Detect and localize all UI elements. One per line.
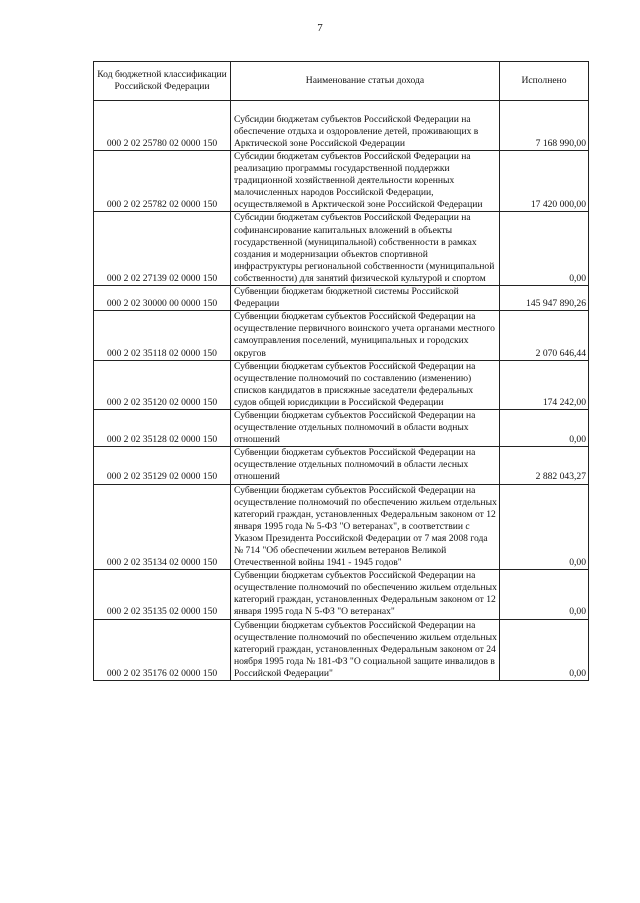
row-name: Субвенции бюджетам субъектов Российской Федерации на осуществление полномочий по обеспечению жильем отдельных категорий граждан, установленных Федеральным законом от 24 ноября 1995 года № 181-ФЗ "О социальной защите инвалидов в Российской Федерации" [231, 619, 500, 680]
header-code: Код бюджетной классификации Российской Федерации [94, 62, 231, 101]
row-name: Субвенции бюджетам субъектов Российской Федерации на осуществление полномочий по обеспечению жильем отдельных категорий граждан, установленных Федеральным законом от 12 января 1995 года N 5-ФЗ "О ветеранах" [231, 570, 500, 619]
table-row [94, 570, 589, 619]
table-row [94, 447, 589, 484]
row-amount: 0,00 [500, 409, 589, 446]
row-name: Субвенции бюджетам субъектов Российской Федерации на осуществление первичного воинского учета органами местного самоуправления поселений, муниципальных и городских округов [231, 311, 500, 360]
row-code: 000 2 02 35128 02 0000 150 [94, 409, 231, 446]
table-row [94, 311, 589, 360]
row-name: Субвенции бюджетам субъектов Российской Федерации на осуществление отдельных полномочий в области лесных отношений [231, 447, 500, 484]
row-amount: 7 168 990,00 [500, 101, 589, 151]
table-row [94, 484, 589, 570]
row-code: 000 2 02 35135 02 0000 150 [94, 570, 231, 619]
row-name: Субвенции бюджетам субъектов Российской Федерации на осуществление отдельных полномочий в области водных отношений [231, 409, 500, 446]
header-name: Наименование статьи дохода [231, 62, 500, 101]
row-amount: 2 070 646,44 [500, 311, 589, 360]
row-name: Субсидии бюджетам субъектов Российской Федерации на обеспечение отдыха и оздоровление детей, проживающих в Арктической зоне Российской Федерации [231, 101, 500, 151]
row-code: 000 2 02 35134 02 0000 150 [94, 484, 231, 570]
row-code: 000 2 02 25782 02 0000 150 [94, 151, 231, 212]
table-header-row [94, 62, 589, 101]
row-code: 000 2 02 30000 00 0000 150 [94, 286, 231, 311]
row-code: 000 2 02 25780 02 0000 150 [94, 101, 231, 151]
row-amount: 174 242,00 [500, 360, 589, 409]
table-row [94, 360, 589, 409]
row-amount: 145 947 890,26 [500, 286, 589, 311]
row-code: 000 2 02 35118 02 0000 150 [94, 311, 231, 360]
table-row [94, 286, 589, 311]
row-amount: 0,00 [500, 619, 589, 680]
row-code: 000 2 02 35176 02 0000 150 [94, 619, 231, 680]
revenue-table [93, 61, 589, 681]
table-row [94, 101, 589, 151]
row-code: 000 2 02 27139 02 0000 150 [94, 212, 231, 286]
row-name: Субсидии бюджетам субъектов Российской Федерации на реализацию программы государственной поддержки традиционной хозяйственной деятельности коренных малочисленных народов Российской Федерации, осуществляемой в Арктической зоне Российской Федерации [231, 151, 500, 212]
page-number: 7 [317, 22, 323, 34]
row-name: Субвенции бюджетам субъектов Российской Федерации на осуществление полномочий по составлению (изменению) списков кандидатов в присяжные заседатели федеральных судов общей юрисдикции в Российской Федерации [231, 360, 500, 409]
row-code: 000 2 02 35129 02 0000 150 [94, 447, 231, 484]
table-row [94, 212, 589, 286]
row-amount: 2 882 043,27 [500, 447, 589, 484]
table-row [94, 409, 589, 446]
row-name: Субсидии бюджетам субъектов Российской Федерации на софинансирование капитальных вложений в объекты государственной (муниципальной) собственности в рамках создания и модернизации объектов спортивной инфраструктуры региональной собственности (муниципальной собственности) для занятий физической культурой и спортом [231, 212, 500, 286]
row-amount: 0,00 [500, 570, 589, 619]
row-amount: 0,00 [500, 212, 589, 286]
header-amount: Исполнено [500, 62, 589, 101]
row-amount: 0,00 [500, 484, 589, 570]
table-row [94, 619, 589, 680]
row-amount: 17 420 000,00 [500, 151, 589, 212]
row-name: Субвенции бюджетам субъектов Российской Федерации на осуществление полномочий по обеспечению жильем отдельных категорий граждан, установленных Федеральным законом от 12 января 1995 года № 5-ФЗ "О ветеранах", в соответствии с Указом Президента Российской Федерации от 7 мая 2008 года № 714 "Об обеспечении жильем ветеранов Великой Отечественной войны 1941 - 1945 годов" [231, 484, 500, 570]
table-row [94, 151, 589, 212]
row-name: Субвенции бюджетам бюджетной системы Российской Федерации [231, 286, 500, 311]
row-code: 000 2 02 35120 02 0000 150 [94, 360, 231, 409]
